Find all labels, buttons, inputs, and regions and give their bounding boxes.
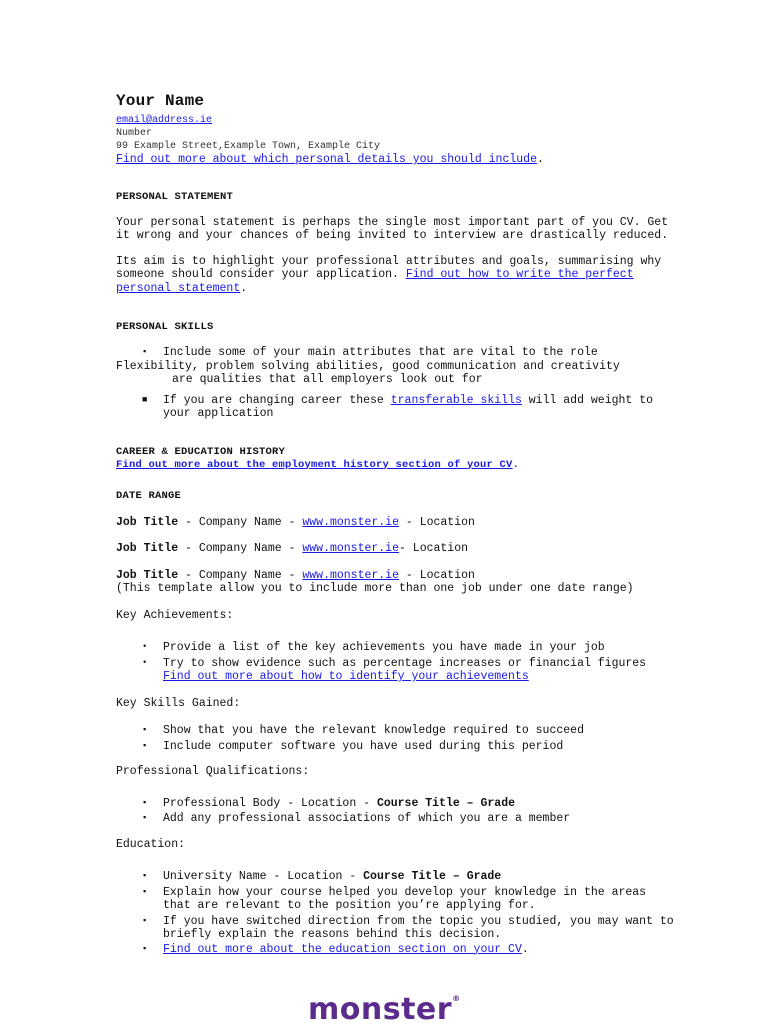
list-item [116,797,676,811]
key-skills-label: Key Skills Gained: [116,696,241,710]
company-name: - Company Name - [178,515,303,529]
date-range-heading: DATE RANGE [116,489,182,502]
period: . [536,153,544,166]
personal-statement-para1: Your personal statement is perhaps the single most important part of you CV. Get it wrong and your chances of being invited to interview are drastically reduced. [116,215,669,242]
personal-details-link[interactable]: Find out more about which personal details you should include [116,153,537,166]
career-heading: CAREER & EDUCATION HISTORY [116,445,286,458]
career-link-line [116,459,676,472]
list-item [116,724,676,738]
job-location: - Location [398,542,468,555]
registered-mark: ® [452,994,461,1003]
company-name: - Company Name - [178,568,303,582]
achievement-text: Provide a list of the key achievements you have made in your job [163,641,605,654]
personal-skills-list-2 [116,394,676,421]
list-item [116,657,676,684]
bullet: ▪ [142,797,148,808]
personal-statement-heading: PERSONAL STATEMENT [116,190,234,203]
key-skills-list [116,724,676,753]
company-website-link[interactable]: www.monster.ie [302,515,399,529]
qualifications-list [116,797,676,826]
email-link[interactable]: email@address.ie [116,115,213,126]
job-line-2 [116,542,676,556]
qualifications-label: Professional Qualifications: [116,765,310,778]
education-label: Education: [116,837,186,851]
education-text: University Name - Location - [163,870,364,883]
period: . [512,458,520,471]
company-name: - Company Name - [178,542,303,555]
education-section-link[interactable]: Find out more about the education section on your CV [163,942,522,956]
list-item [116,812,676,826]
personal-skills-list [116,346,676,360]
identify-achievements-link[interactable]: Find out more about how to identify your achievements [163,670,529,683]
para2-text: Its aim is to highlight your professional attributes and goals, summarising why someone should consider your application. [116,254,662,281]
bullet: ■ [142,394,148,405]
skill-continuation-1: Flexibility, problem solving abilities, good communication and creativity [116,359,620,373]
bullet: ▪ [142,886,148,897]
bullet: • [142,657,148,668]
monster-logo [308,992,461,1024]
job-location: - Location [398,568,475,582]
skill-item-text: If you are changing career these [163,393,391,407]
cv-name: Your Name [116,92,205,110]
skill-item-text: Include some of your main attributes that are vital to the role [163,346,598,359]
job-line-1 [116,516,676,530]
education-list [116,870,676,956]
bullet: ▪ [142,725,148,735]
list-item [116,641,676,655]
separator: – [445,870,467,883]
address: 99 Example Street,Example Town, Example City [116,141,381,152]
key-achievements-list [116,641,676,684]
email-link-line [116,114,676,127]
skill-item-text: will add weight to your application [163,393,653,420]
period: . [240,281,248,295]
list-item [116,915,676,942]
course-title: Course Title [363,870,446,883]
company-website-link[interactable]: www.monster.ie [302,568,399,582]
transferable-skills-link[interactable]: transferable skills [390,393,522,407]
skill-text: Include computer software you have used during this period [163,739,564,753]
period: . [521,942,529,956]
bullet: ▪ [142,915,148,926]
qualification-text: Add any professional associations of which you are a member [163,812,571,825]
list-item [116,870,676,884]
list-item [116,943,676,957]
phone-number: Number [116,128,153,139]
education-text: Explain how your course helped you develop your knowledge in the areas that are relevant to the position you’re applying for. [163,885,647,912]
list-item [116,886,676,913]
key-achievements-label: Key Achievements: [116,608,234,622]
job-title: Job Title [116,515,179,529]
separator: – [459,796,481,810]
job-title: Job Title [116,568,179,582]
personal-statement-para2 [116,255,676,296]
bullet: • [142,642,148,652]
grade: Grade [466,870,502,883]
personal-statement-link[interactable]: Find out how to write the perfect personal statement [116,268,634,295]
course-title: Course Title [376,796,460,810]
education-text: If you have switched direction from the topic you studied, you may want to briefly explain the reasons behind this decision. [163,914,674,941]
logo-text: monster [308,992,453,1024]
bullet: ▪ [142,871,148,881]
job-location: - Location [398,515,475,529]
personal-skills-heading: PERSONAL SKILLS [116,321,214,333]
job-note: (This template allow you to include more than one job under one date range) [116,582,634,595]
cv-document [116,92,676,956]
list-item [116,740,676,754]
job-line-3 [116,569,676,583]
job-title: Job Title [116,542,179,555]
bullet: ▪ [142,813,148,823]
company-website-link[interactable]: www.monster.ie [302,542,399,555]
bullet: ▪ [142,347,148,357]
grade: Grade [480,796,515,810]
list-item [116,394,676,421]
skill-text: Show that you have the relevant knowledge required to succeed [163,724,584,737]
skill-continuation-2: are qualities that all employers look out for [172,373,483,386]
bullet: ▪ [142,943,148,954]
details-link-line [116,153,676,167]
list-item [116,346,676,360]
employment-history-link[interactable]: Find out more about the employment history section of your CV [116,458,513,471]
achievement-text: Try to show evidence such as percentage increases or financial figures [163,656,647,670]
qualification-text: Professional Body - Location - [163,796,377,810]
bullet: ▪ [142,740,148,751]
